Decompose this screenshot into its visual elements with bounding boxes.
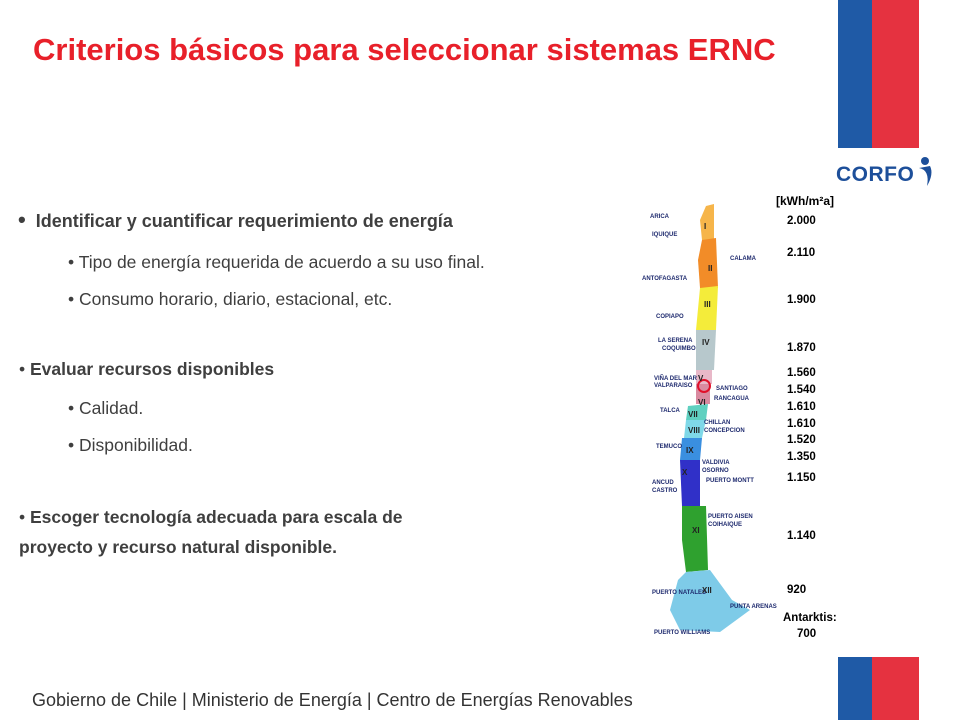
radiation-value-3: 1.900: [787, 294, 816, 306]
city-chillan: CHILLAN: [704, 420, 731, 426]
region-v: V: [698, 374, 704, 383]
city-coquimbo: COQUIMBO: [662, 346, 696, 352]
city-temuco: TEMUCO: [656, 444, 682, 450]
radiation-value-5: 1.560: [787, 367, 816, 379]
city-puerto-natales: PUERTO NATALES: [652, 590, 707, 596]
region-i: I: [704, 222, 707, 231]
region-xii: XII: [702, 586, 712, 595]
region-iv: IV: [702, 338, 710, 347]
region-ii: II: [708, 264, 713, 273]
city-valparaiso: VALPARAISO: [654, 383, 693, 389]
sub-bullet-consumo: • Consumo horario, diario, estacional, etc.: [68, 289, 393, 309]
footer-text: Gobierno de Chile | Ministerio de Energía | Centro de Energías Renovables: [32, 690, 633, 710]
slide-title: Criterios básicos para seleccionar sistemas ERNC: [33, 32, 776, 67]
radiation-value-13: 920: [787, 584, 807, 596]
sub-bullet-tipo: • Tipo de energía requerida de acuerdo a su uso final.: [68, 252, 485, 272]
radiation-value-2: 2.110: [787, 247, 816, 259]
region-vii: VII: [688, 410, 698, 419]
bullet-escoger-line2: proyecto y recurso natural disponible.: [19, 537, 337, 557]
city-copiapo: COPIAPO: [656, 314, 684, 320]
radiation-value-1: 2.000: [787, 215, 816, 227]
radiation-value-10: 1.350: [787, 451, 816, 463]
radiation-value-12: 1.140: [787, 530, 816, 542]
city-la-serena: LA SERENA: [658, 338, 693, 344]
chile-map-shape: [640, 180, 870, 650]
antarktis-label: Antarktis:: [783, 612, 837, 624]
city-castro: CASTRO: [652, 488, 678, 494]
radiation-value-8: 1.610: [787, 418, 816, 430]
bullet-evaluar: • Evaluar recursos disponibles: [19, 359, 275, 379]
city-concepcion: CONCEPCION: [704, 428, 745, 434]
radiation-value-9: 1.520: [787, 434, 816, 446]
city-coihaique: COIHAIQUE: [708, 522, 743, 528]
city-santiago: SANTIAGO: [716, 386, 748, 392]
radiation-value-11: 1.150: [787, 472, 816, 484]
city-punta-arenas: PUNTA ARENAS: [730, 604, 777, 610]
region-x: X: [682, 468, 688, 477]
city-rancagua: RANCAGUA: [714, 396, 749, 402]
city-calama: CALAMA: [730, 256, 756, 262]
chile-flag-bottom: [838, 657, 919, 720]
sub-bullet-disponibilidad: • Disponibilidad.: [68, 435, 193, 455]
city-vina-del-mar: VIÑA DEL MAR: [654, 376, 698, 382]
city-valdivia: VALDIVIA: [702, 460, 730, 466]
city-puerto-montt: PUERTO MONTT: [706, 478, 754, 484]
region-ix: IX: [686, 446, 694, 455]
region-vi: VI: [698, 398, 706, 407]
city-ancud: ANCUD: [652, 480, 674, 486]
chile-flag-top: [838, 0, 919, 148]
radiation-value-4: 1.870: [787, 342, 816, 354]
region-iii: III: [704, 300, 711, 309]
chile-radiation-map: [640, 180, 870, 650]
radiation-value-7: 1.610: [787, 401, 816, 413]
bullet-escoger: • Escoger tecnología adecuada para escala de: [19, 507, 403, 527]
region-viii: VIII: [688, 426, 701, 435]
city-iquique: IQUIQUE: [652, 232, 678, 238]
corfo-swoosh-icon: [916, 156, 934, 188]
corfo-logo-text: CORFO: [836, 163, 915, 186]
antarktis-value: 700: [797, 628, 817, 640]
city-puerto-aisen: PUERTO AISEN: [708, 514, 753, 520]
bullet-identificar: • Identificar y cuantificar requerimiento de energía: [18, 207, 453, 232]
city-antofagasta: ANTOFAGASTA: [642, 276, 688, 282]
sub-bullet-calidad: • Calidad.: [68, 398, 144, 418]
city-osorno: OSORNO: [702, 468, 729, 474]
city-puerto-williams: PUERTO WILLIAMS: [654, 630, 711, 636]
city-arica: ARICA: [650, 214, 669, 220]
bullet-dot-icon: •: [18, 207, 26, 232]
region-xi: XI: [692, 526, 700, 535]
radiation-value-6: 1.540: [787, 384, 816, 396]
radiation-unit-label: [kWh/m²a]: [776, 194, 834, 208]
city-talca: TALCA: [660, 408, 680, 414]
